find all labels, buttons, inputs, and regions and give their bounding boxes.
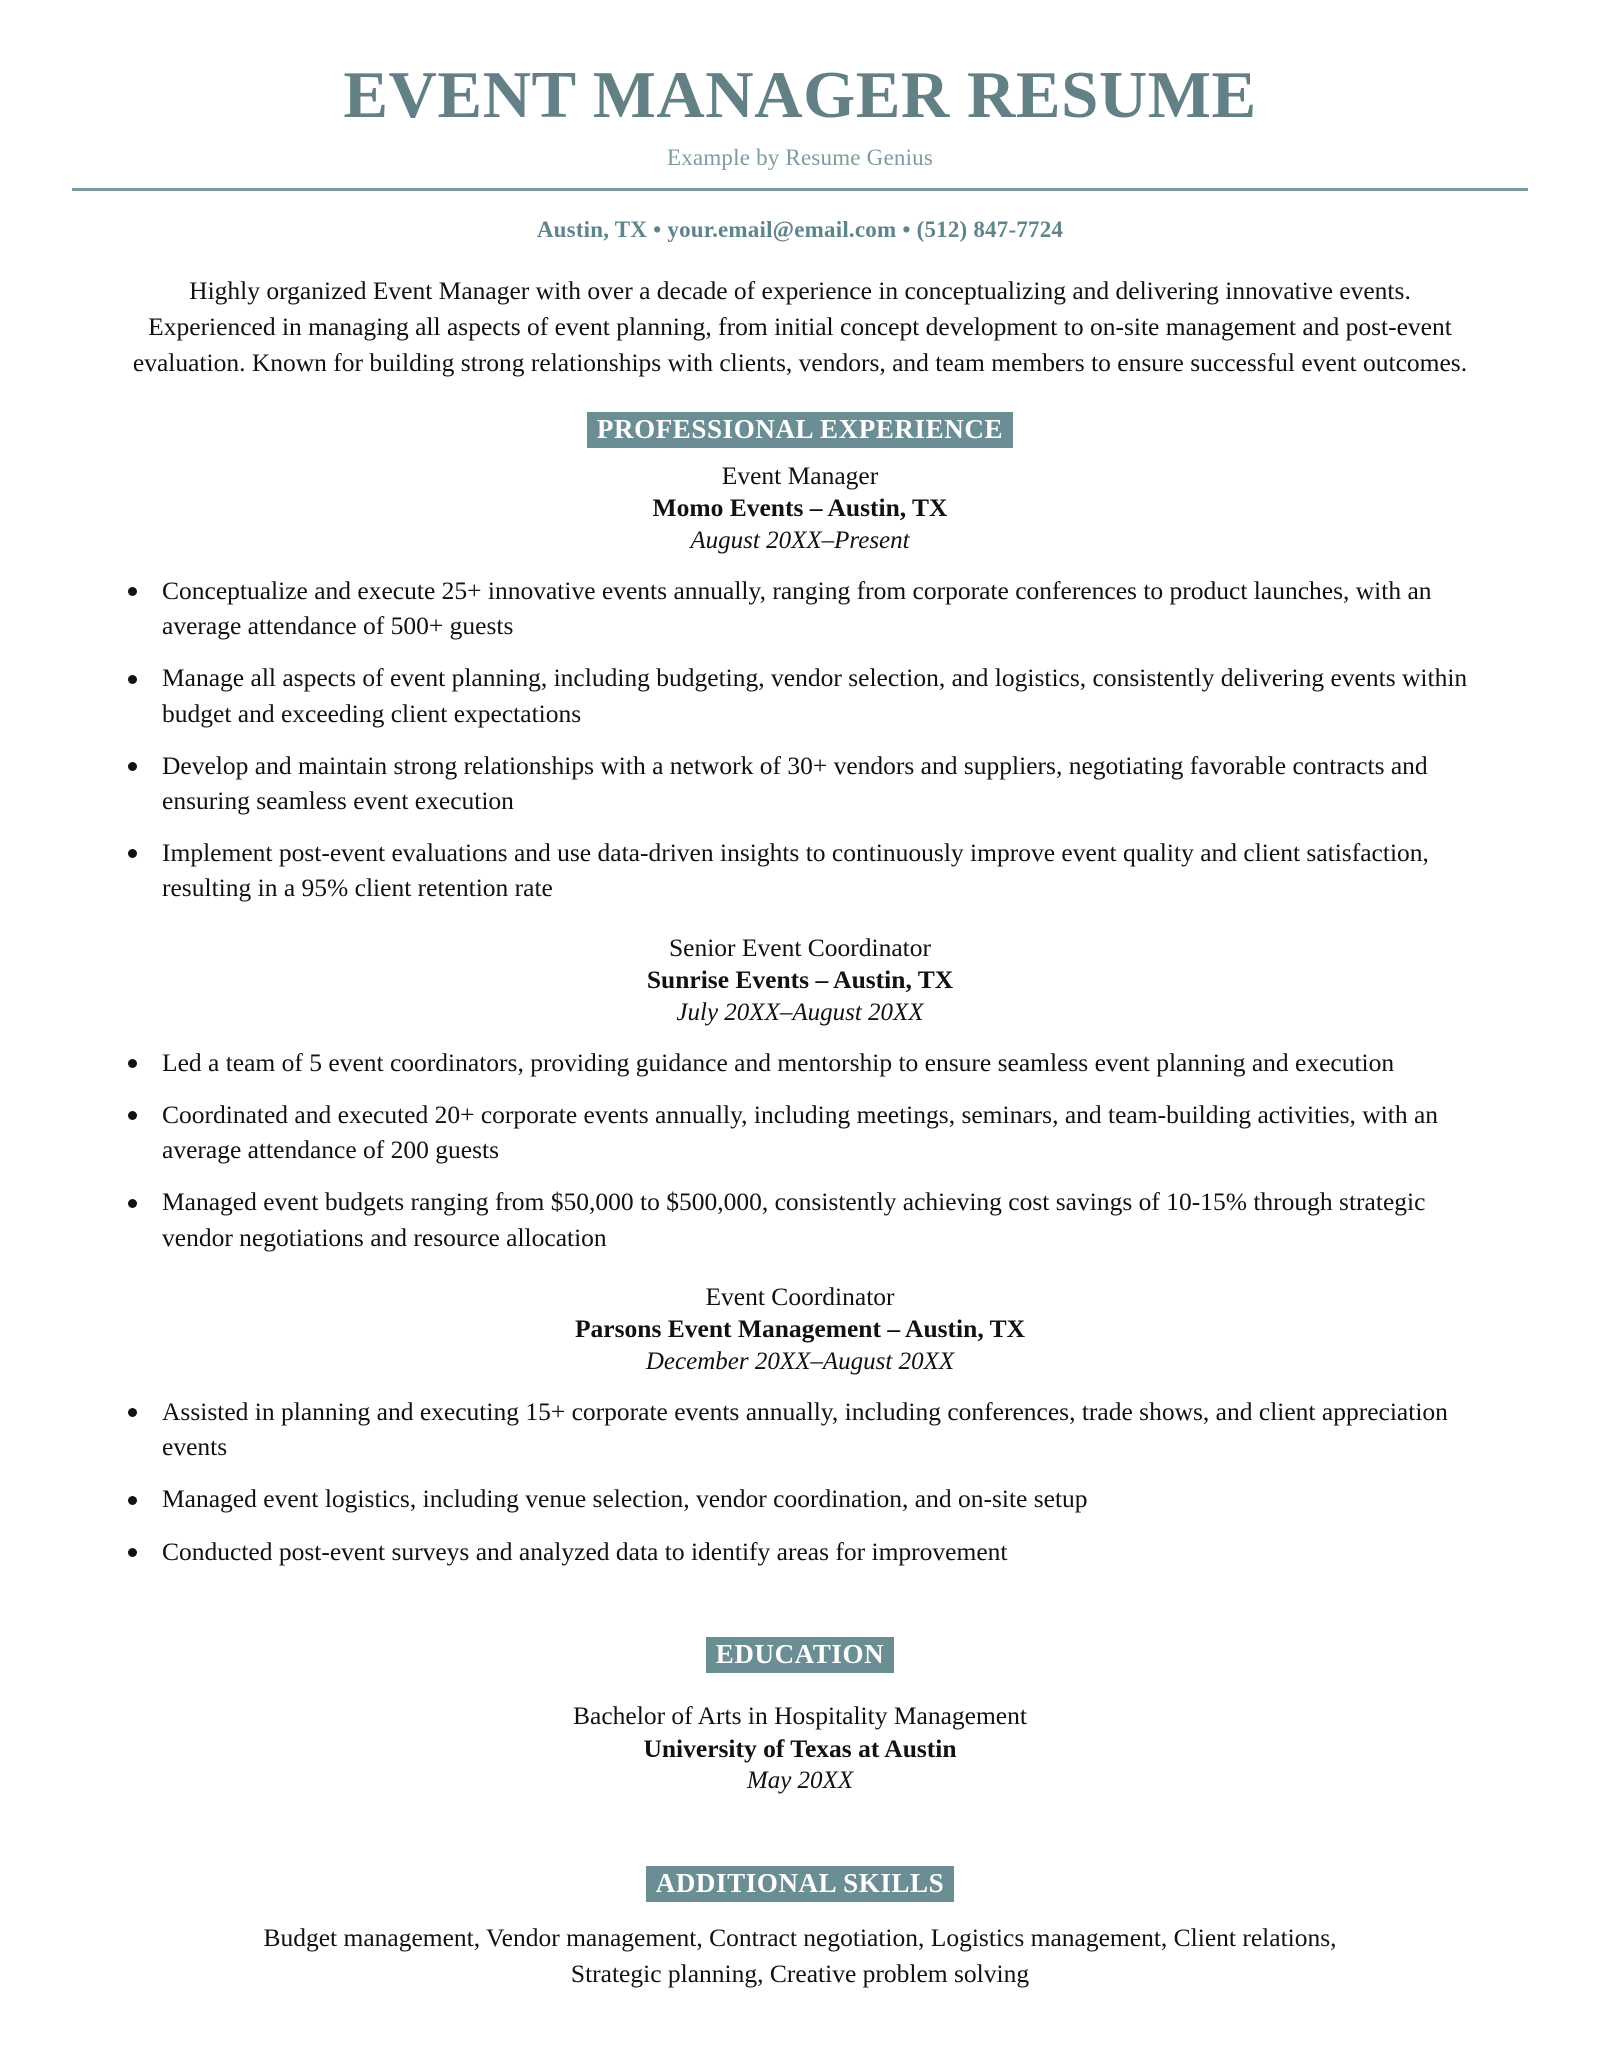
job-dates: December 20XX–August 20XX [645, 1348, 955, 1376]
section-spacer [72, 1798, 1528, 1836]
bullet-dot-icon [128, 849, 137, 858]
job-company: Sunrise Events – Austin, TX [646, 965, 954, 995]
section-heading-skills: ADDITIONAL SKILLS [646, 1866, 955, 1902]
job-bullet-text: Conceptualize and execute 25+ innovative events annually, ranging from corporate conferences to product launches, with an average attendance of 500+ guests [162, 576, 1432, 641]
job-bullet-text: Develop and maintain strong relationships with a network of 30+ vendors and suppliers, negotiating favorable contracts and ensuring seamless event execution [162, 750, 1428, 816]
bullet-dot-icon [128, 1408, 137, 1417]
section-heading-experience: PROFESSIONAL EXPERIENCE [587, 412, 1013, 448]
job-bullet-text: Managed event budgets ranging from $50,000 to $500,000, consistently achieving cost savings of 10-15% through strategic vendor negotiations and resource allocation [162, 1187, 1426, 1252]
job-dates: July 20XX–August 20XX [676, 998, 924, 1026]
bullet-dot-icon [128, 762, 137, 771]
section-heading-experience-wrap [72, 412, 1528, 448]
section-spacer [72, 1569, 1528, 1607]
job-title: Event Coordinator [705, 1281, 895, 1311]
job-bullet-text: Conducted post-event surveys and analyzed data to identify areas for improvement [162, 1536, 1008, 1566]
job-dates: August 20XX–Present [690, 527, 910, 555]
bullet-dot-icon [128, 1199, 137, 1208]
job-bullet-text: Led a team of 5 event coordinators, providing guidance and mentorship to ensure seamless event planning and execution [162, 1047, 1395, 1077]
job-bullet [72, 1394, 1528, 1464]
experience-entry [72, 1281, 1528, 1569]
job-bullet [72, 1481, 1528, 1516]
job-bullet [72, 835, 1528, 905]
job-bullet-text: Implement post-event evaluations and use data-driven insights to continuously improve event quality and client satisfaction, resulting in a 95% client retention rate [162, 838, 1429, 903]
bullet-dot-icon [128, 1548, 137, 1557]
bullet-dot-icon [128, 587, 137, 596]
education-degree: Bachelor of Arts in Hospitality Management [573, 1701, 1027, 1731]
job-bullet-text: Manage all aspects of event planning, including budgeting, vendor selection, and logistics, consistently delivering events within budget and exceeding client expectations [162, 663, 1468, 728]
bullet-dot-icon [128, 675, 137, 684]
contact-line [72, 217, 1528, 243]
bullet-dot-icon [128, 1496, 137, 1505]
job-bullet-list [72, 1394, 1528, 1569]
job-company: Parsons Event Management – Austin, TX [574, 1314, 1026, 1344]
job-company: Momo Events – Austin, TX [652, 493, 948, 523]
contact-phone[interactable]: (512) 847-7724 [916, 217, 1064, 242]
contact-email[interactable]: your.email@email.com [667, 217, 897, 242]
job-bullet-text: Coordinated and executed 20+ corporate events annually, including meetings, seminars, and team-building activities, with an average attendance of 200 guests [162, 1100, 1439, 1165]
contact-separator-1: • [653, 217, 662, 242]
section-heading-education: EDUCATION [706, 1637, 894, 1673]
job-bullet-text: Assisted in planning and executing 15+ corporate events annually, including conferences, trade shows, and client appreciation events [162, 1397, 1448, 1462]
job-bullet [72, 660, 1528, 730]
experience-list [72, 460, 1528, 1569]
bullet-dot-icon [128, 1059, 137, 1068]
job-title: Senior Event Coordinator [668, 932, 932, 962]
experience-entry [72, 460, 1528, 906]
professional-summary: Highly organized Event Manager with over a decade of experience in conceptualizing and delivering innovative events. Experienced in managing all aspects of event planning, from initial concept development to on-site management and post-event evaluation. Known for building strong relationships with clients, vendors, and team members to ensure successful event outcomes. [132, 276, 1468, 378]
page-title: EVENT MANAGER RESUME [343, 58, 1257, 132]
contact-separator-2: • [902, 217, 911, 242]
skills-text: Budget management, Vendor management, Contract negotiation, Logistics management, Client relations, Strategic planning, Creative problem solving [263, 1923, 1337, 1989]
education-entry [72, 1699, 1528, 1798]
job-title: Event Manager [721, 460, 879, 490]
header-divider [72, 188, 1528, 191]
job-bullet [72, 1184, 1528, 1254]
job-bullet-text: Managed event logistics, including venue selection, vendor coordination, and on-site setup [162, 1484, 1088, 1514]
contact-location: Austin, TX [536, 217, 648, 242]
resume-subtitle: Example by Resume Genius [666, 145, 934, 170]
skills-block [72, 1920, 1528, 1992]
job-bullet [72, 1045, 1528, 1080]
job-bullet [72, 1097, 1528, 1167]
job-bullet-list [72, 573, 1528, 906]
section-heading-skills-wrap [72, 1866, 1528, 1902]
education-school: University of Texas at Austin [643, 1734, 957, 1764]
section-heading-education-wrap [72, 1637, 1528, 1673]
job-bullet [72, 748, 1528, 818]
job-bullet [72, 1534, 1528, 1569]
resume-header [72, 0, 1528, 243]
job-bullet [72, 573, 1528, 643]
experience-entry [72, 932, 1528, 1255]
bullet-dot-icon [128, 1111, 137, 1120]
job-bullet-list [72, 1045, 1528, 1255]
education-date: May 20XX [746, 1767, 854, 1795]
